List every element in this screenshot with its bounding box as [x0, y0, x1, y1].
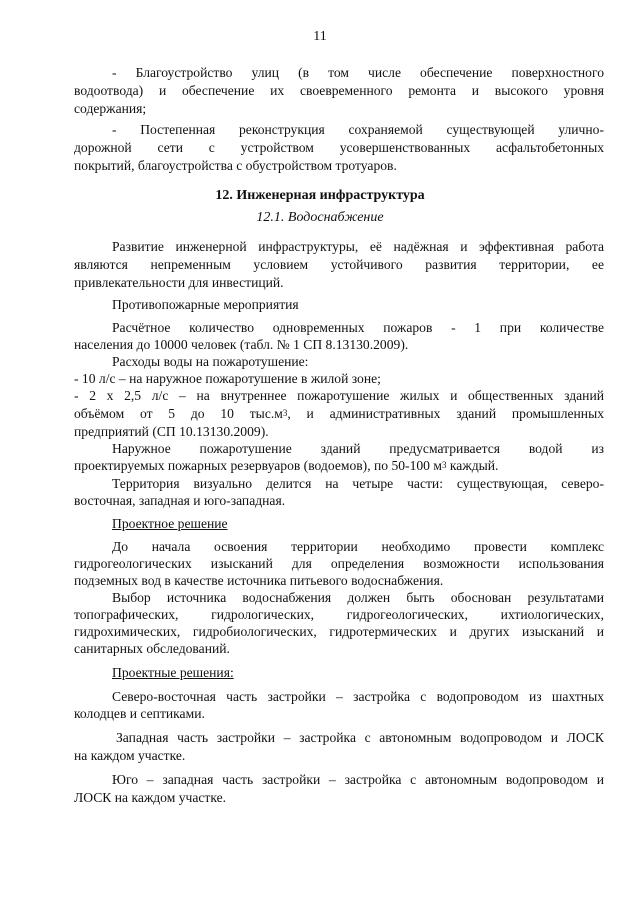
text-span: проектируемых пожарных резервуаров (водоемов), по 50-100 м [74, 458, 442, 473]
superscript: 3 [441, 460, 447, 470]
text-line: покрытий, благоустройства с обустройством тротуаров. [74, 158, 397, 173]
text-line: гидрохимических, гидробиологических, гидротермических и других изысканий и [74, 624, 604, 639]
text-line: Территория визуально делится на четыре части: существующая, северо- [112, 476, 604, 491]
text-line: Западная часть застройки – застройка с автономным водопроводом и ЛОСК [116, 730, 604, 745]
text-span: , и административных зданий промышленных [287, 406, 604, 421]
text-line: Выбор источника водоснабжения должен быть обоснован результатами [112, 590, 604, 605]
text-line: гидрогеологических изысканий для определения возможности использования [74, 556, 604, 571]
superscript: 3 [282, 408, 288, 418]
text-line: Расходы воды на пожаротушение: [112, 354, 309, 369]
text-line: водоотвода) и обеспечение их своевременного ремонта и высокого уровня [74, 83, 604, 98]
page-number: 11 [313, 29, 327, 44]
text-line: санитарных обследований. [74, 641, 230, 656]
text-line: - Постепенная реконструкция сохраняемой существующей улично- [112, 122, 604, 137]
section-heading: 12. Инженерная инфраструктура [215, 188, 425, 203]
text-line [74, 457, 498, 474]
list-item: - 10 л/с – на наружное пожаротушение в жилой зоне; [74, 371, 381, 386]
text-line: восточная, западная и юго-западная. [74, 493, 286, 508]
text-line: являются непременным условием устойчивого развития территории, ее [74, 257, 604, 272]
text-line: Развитие инженерной инфраструктуры, её надёжная и эффективная работа [112, 239, 604, 254]
text-line: Наружное пожаротушение зданий предусматривается водой из [112, 441, 604, 456]
text-line: Северо-восточная часть застройки – застройка с водопроводом из шахтных [112, 689, 604, 704]
text-line: на каждом участке. [74, 748, 186, 763]
text-line: До начала освоения территории необходимо провести комплекс [112, 539, 604, 554]
decisions-heading: Проектные решения: [112, 665, 234, 680]
text-line: топографических, гидрологических, гидрогеологических, ихтиологических, [74, 607, 604, 622]
subsection-heading: 12.1. Водоснабжение [256, 210, 384, 225]
text-line: дорожной сети с устройством усовершенствованных асфальтобетонных [74, 140, 604, 155]
text-line: подземных вод в качестве источника питьевого водоснабжения. [74, 573, 444, 588]
text-line: колодцев и септиками. [74, 706, 205, 721]
text-line: предприятий (СП 10.13130.2009). [74, 424, 269, 439]
text-line: Расчётное количество одновременных пожаров - 1 при количестве [112, 320, 604, 335]
fire-measures-heading: Противопожарные мероприятия [112, 297, 299, 312]
text-line: - Благоустройство улиц (в том числе обеспечение поверхностного [112, 65, 604, 80]
text-span: объёмом от 5 до 10 тыс.м [74, 406, 283, 421]
text-span: каждый. [446, 458, 499, 473]
text-line: ЛОСК на каждом участке. [74, 790, 227, 805]
text-line [74, 405, 604, 422]
list-item: - 2 х 2,5 л/с – на внутреннее пожаротушение жилых и общественных зданий [74, 388, 604, 403]
text-line: Юго – западная часть застройки – застройка с автономным водопроводом и [112, 772, 604, 787]
text-line: содержания; [74, 101, 147, 116]
text-line: привлекательности для инвестиций. [74, 275, 284, 290]
design-decision-heading: Проектное решение [112, 516, 228, 531]
text-line: населения до 10000 человек (табл. № 1 СП 8.13130.2009). [74, 337, 409, 352]
